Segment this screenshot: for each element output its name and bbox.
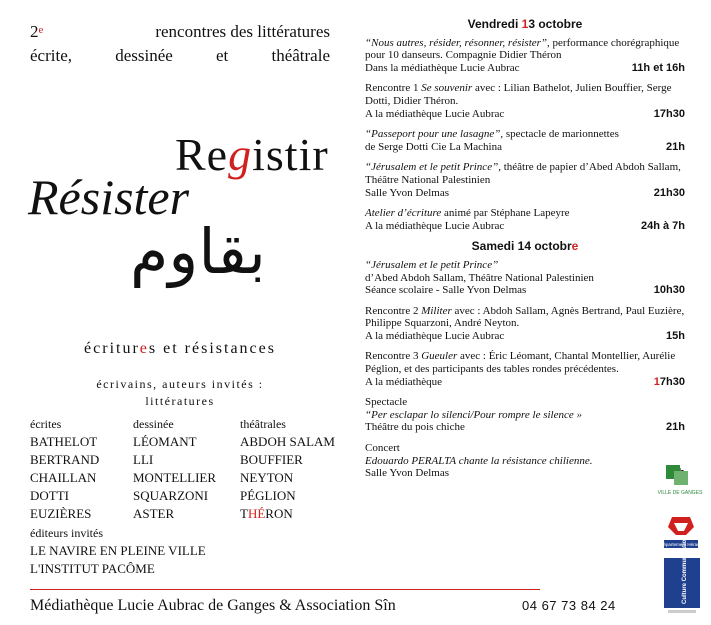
logo-part: Re — [175, 129, 229, 180]
event-place-row — [365, 141, 685, 154]
event-item — [365, 128, 685, 153]
author-name: LLI — [133, 452, 154, 467]
subtitle-part: s et résistances — [148, 340, 276, 357]
event-place-row — [365, 284, 685, 297]
author-name: DOTTI — [30, 488, 69, 503]
event-place: Salle Yvon Delmas — [365, 467, 450, 480]
name-part: RON — [265, 506, 293, 521]
author-name: ASTER — [133, 506, 175, 521]
invited-line-1: écrivains, auteurs invités : — [96, 377, 264, 391]
authors-theatrales — [240, 415, 340, 523]
author-name: NEYTON — [240, 470, 294, 485]
event-title: “Per esclapar lo silenci/Pour rompre le silence » — [365, 408, 583, 421]
event-time: 17h30 — [653, 107, 685, 120]
author-name: EUZIÈRES — [30, 506, 92, 521]
day-heading-saturday — [365, 240, 685, 253]
event-desc — [365, 207, 685, 220]
publisher-name: L'INSTITUT PACÔME — [30, 561, 155, 576]
event-desc — [365, 161, 685, 186]
day-part-red: 1 — [521, 17, 529, 31]
logo-arabic: بقاوم — [130, 215, 266, 288]
edition-num: 2 — [30, 22, 39, 41]
time-part-red: 1 — [653, 375, 660, 388]
header-word: théâtrale — [271, 46, 330, 65]
authors-ecrites — [30, 415, 130, 523]
header-word: écrite, — [30, 46, 72, 65]
event-pre: Spectacle — [365, 396, 408, 409]
event-place-row — [365, 62, 685, 75]
event-place-row — [365, 421, 685, 434]
event-text: , spectacle de marionnettes — [500, 128, 619, 141]
day-part: 3 octobre — [528, 17, 583, 31]
event-time: 15h — [666, 329, 685, 342]
event-title: “Jérusalem et le petit Prince” — [365, 161, 499, 174]
header-title-1: rencontres des littératures — [155, 22, 330, 41]
event-pre: Rencontre 3 — [365, 350, 422, 363]
herault-logo-icon — [660, 513, 702, 555]
event-item — [365, 350, 685, 388]
event-text: avec : Éric Léomant, Chantal Montellier, Aurélie Péglion, et des participants des tables rondes précédentes. — [365, 350, 676, 376]
category-label: théâtrales — [240, 417, 286, 431]
author-name: CHAILLAN — [30, 470, 97, 485]
category-label: dessinée — [133, 417, 174, 431]
event-item — [365, 207, 685, 232]
event-item — [365, 259, 685, 297]
time-part: 7h30 — [659, 375, 685, 388]
herault-logo-text: Département Hérault — [660, 542, 702, 547]
event-place: A la médiathèque Lucie Aubrac — [365, 107, 505, 120]
author-name: ABDOH SALAM — [240, 434, 335, 449]
event-title: Edouardo PERALTA chante la résistance chilienne. — [365, 454, 593, 467]
author-name: BATHELOT — [30, 434, 98, 449]
event-place-row — [365, 187, 685, 200]
author-name: BOUFFIER — [240, 452, 303, 467]
day-heading-friday — [365, 18, 685, 31]
header-line-1 — [30, 20, 330, 44]
event-desc — [365, 350, 685, 375]
event-place: Salle Yvon Delmas — [365, 186, 450, 199]
event-time: 21h — [666, 421, 685, 434]
logo-resister: Résister — [28, 169, 190, 225]
event-item — [365, 396, 685, 434]
event-pre: Rencontre 2 — [365, 304, 422, 317]
event-time: 24h à 7h — [640, 219, 685, 232]
event-item — [365, 305, 685, 343]
author-name — [240, 505, 340, 523]
authors-dessinee — [133, 415, 233, 523]
event-place: de Serge Dotti Cie La Machina — [365, 140, 502, 153]
event-pre: Concert — [365, 442, 400, 455]
subtitle-ecritures — [30, 340, 330, 358]
category-label: éditeurs invités — [30, 526, 103, 540]
event-title: Militer — [421, 304, 452, 317]
event-time: 21h — [666, 140, 685, 153]
event-time — [654, 376, 685, 389]
event-place-row — [365, 376, 685, 389]
logo-part-red: g — [228, 129, 253, 180]
event-title: Gueuler — [421, 350, 458, 363]
event-desc — [365, 128, 685, 141]
name-part-red: HÉ — [247, 506, 266, 521]
event-item — [365, 442, 685, 480]
footer-phone: 04 67 73 84 24 — [522, 598, 616, 613]
event-pre: Rencontre 1 — [365, 82, 422, 95]
edition-sup: e — [38, 24, 44, 36]
logo-registir — [175, 128, 329, 181]
day-part: Vendredi — [467, 17, 522, 31]
event-title: Se souvenir — [421, 82, 473, 95]
event-title: “Nous autres, résider, résonner, résister” — [365, 36, 548, 49]
ganges-logo-text: VILLE DE GANGES — [657, 490, 703, 496]
event-text: avec : Abdoh Sallam, Agnès Bertrand, Paul Euzière, Philippe Squarzoni, André Neyton. — [365, 304, 685, 330]
event-time: 21h30 — [653, 186, 685, 199]
event-item — [365, 82, 685, 120]
event-title: “Jérusalem et le petit Prince” — [365, 258, 499, 271]
invited-heading — [30, 376, 330, 410]
day-part-red: e — [571, 239, 579, 254]
herault-logo — [660, 513, 702, 555]
author-name: PÉGLION — [240, 488, 296, 503]
event-item — [365, 161, 685, 199]
header-word: et — [216, 46, 229, 65]
category-label: écrites — [30, 417, 62, 431]
author-name: SQUARZONI — [133, 488, 209, 503]
event-desc — [365, 37, 685, 62]
event-place: Théâtre du pois chiche — [365, 421, 465, 434]
event-place: A la médiathèque Lucie Aubrac — [365, 219, 505, 232]
subtitle-part: écritur — [84, 340, 140, 357]
event-desc — [365, 82, 685, 107]
invited-line-2: littératures — [145, 394, 215, 408]
culture-logo-text: Culture Communication — [682, 535, 688, 604]
programme — [365, 18, 685, 488]
event-text: animé par Stéphane Lapeyre — [441, 207, 570, 220]
event-time: 11h et 16h — [631, 61, 685, 74]
publishers — [30, 524, 330, 578]
logo-part: istir — [252, 129, 329, 180]
event-text: , théâtre de papier d’Abed Abdoh Sallam, Théâtre National Palestinien — [365, 161, 681, 186]
event-place: Séance scolaire - Salle Yvon Delmas — [365, 284, 527, 297]
footer-divider — [30, 589, 540, 590]
event-text: d’Abed Abdoh Sallam, Théâtre National Palestinien — [365, 271, 594, 284]
ganges-logo-icon — [657, 463, 703, 501]
event-desc — [365, 305, 685, 330]
event-text: , performance chorégraphique pour 10 danseurs. Compagnie Didier Théron — [365, 36, 680, 62]
event-header — [30, 20, 330, 68]
subtitle-part-red: e — [139, 340, 149, 357]
event-text: avec : Lilian Bathelot, Julien Bouffier, Serge Dotti, Didier Théron. — [365, 82, 672, 107]
header-line-2 — [30, 44, 330, 68]
edition-number — [30, 20, 43, 44]
event-place-row — [365, 220, 685, 233]
event-item — [365, 37, 685, 75]
event-place: A la médiathèque — [365, 375, 442, 388]
day-part: Samedi 14 octobr — [471, 239, 572, 254]
author-name: LÉOMANT — [133, 434, 197, 449]
author-name: BERTRAND — [30, 452, 100, 467]
name-part: T — [240, 506, 248, 521]
footer-venue: Médiathèque Lucie Aubrac de Ganges & Association Sîn — [30, 597, 396, 614]
event-place: A la médiathèque Lucie Aubrac — [365, 329, 505, 342]
event-place: Dans la médiathèque Lucie Aubrac — [365, 61, 520, 74]
event-time: 10h30 — [653, 284, 685, 297]
header-word: dessinée — [115, 46, 173, 65]
publisher-name: LE NAVIRE EN PLEINE VILLE — [30, 543, 206, 558]
ganges-logo — [657, 463, 703, 501]
event-place-row — [365, 108, 685, 121]
event-title: “Passeport pour une lasagne” — [365, 128, 501, 141]
event-place-row — [365, 330, 685, 343]
event-place-row — [365, 467, 685, 480]
author-name: MONTELLIER — [133, 470, 217, 485]
event-title: Atelier d’écriture — [365, 207, 442, 220]
